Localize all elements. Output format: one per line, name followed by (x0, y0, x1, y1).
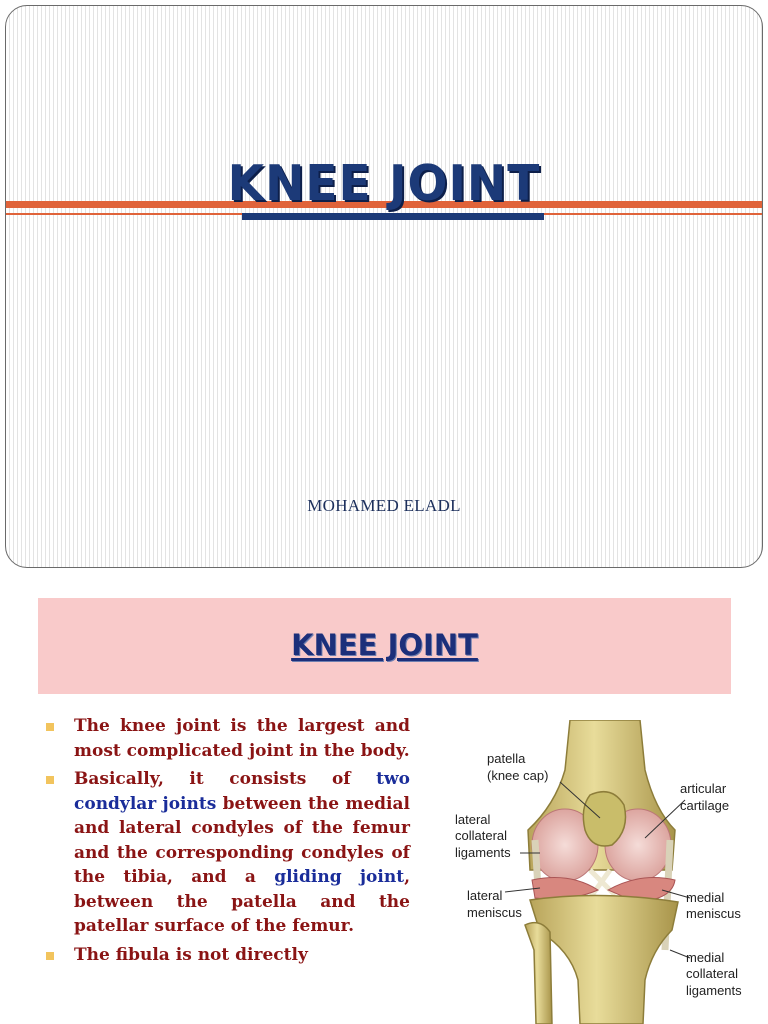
bullet-text: between the medial and lateral condyles of the femur and the corresponding condyles of the tibia, and a (74, 793, 410, 887)
fibula-bone (525, 923, 552, 1024)
bullet-text: The fibula is not directly (74, 944, 308, 965)
slide2-title: KNEE JOINT (291, 628, 478, 662)
bullet-square-icon (46, 776, 54, 784)
bullet-item (40, 943, 410, 968)
label-patella: patella (487, 751, 526, 766)
bullet-text: Basically, it consists of (74, 769, 377, 789)
label-lateral-collateral-3: ligaments (455, 845, 511, 860)
emphasis-text: two condylar joints (74, 769, 410, 814)
label-lateral-meniscus-2: meniscus (467, 905, 522, 920)
label-cartilage: cartilage (680, 798, 730, 813)
bullet-square-icon (46, 952, 54, 960)
label-medial-collateral-3: ligaments (686, 983, 742, 998)
emphasis-text: gliding joint (274, 867, 405, 887)
title-underline (242, 213, 544, 220)
knee-anatomy-illustration (440, 720, 760, 1024)
slide-title: KNEE JOINT (227, 154, 541, 213)
bullet-text: , between the patella and the patellar surface of the femur. (74, 867, 410, 936)
bullet-text: The knee joint is the largest and most complicated joint in the body. (74, 716, 410, 761)
label-knee-cap: (knee cap) (487, 768, 549, 783)
label-lateral-collateral-2: collateral (455, 828, 508, 843)
title-slide (5, 5, 763, 568)
label-medial-collateral-2: collateral (686, 966, 739, 981)
label-lateral-collateral-1: lateral (455, 812, 491, 827)
label-medial-meniscus-1: medial (686, 890, 725, 905)
label-medial-meniscus-2: meniscus (686, 906, 741, 921)
bullet-list (40, 714, 410, 971)
slide2-header (38, 598, 731, 694)
patella-bone (583, 792, 625, 846)
label-articular: articular (680, 781, 727, 796)
bullet-item (40, 714, 410, 763)
label-lateral-meniscus-1: lateral (467, 888, 503, 903)
author-name: MOHAMED ELADL (307, 496, 461, 515)
bullet-square-icon (46, 723, 54, 731)
label-medial-collateral-1: medial (686, 950, 725, 965)
bullet-item (40, 767, 410, 939)
